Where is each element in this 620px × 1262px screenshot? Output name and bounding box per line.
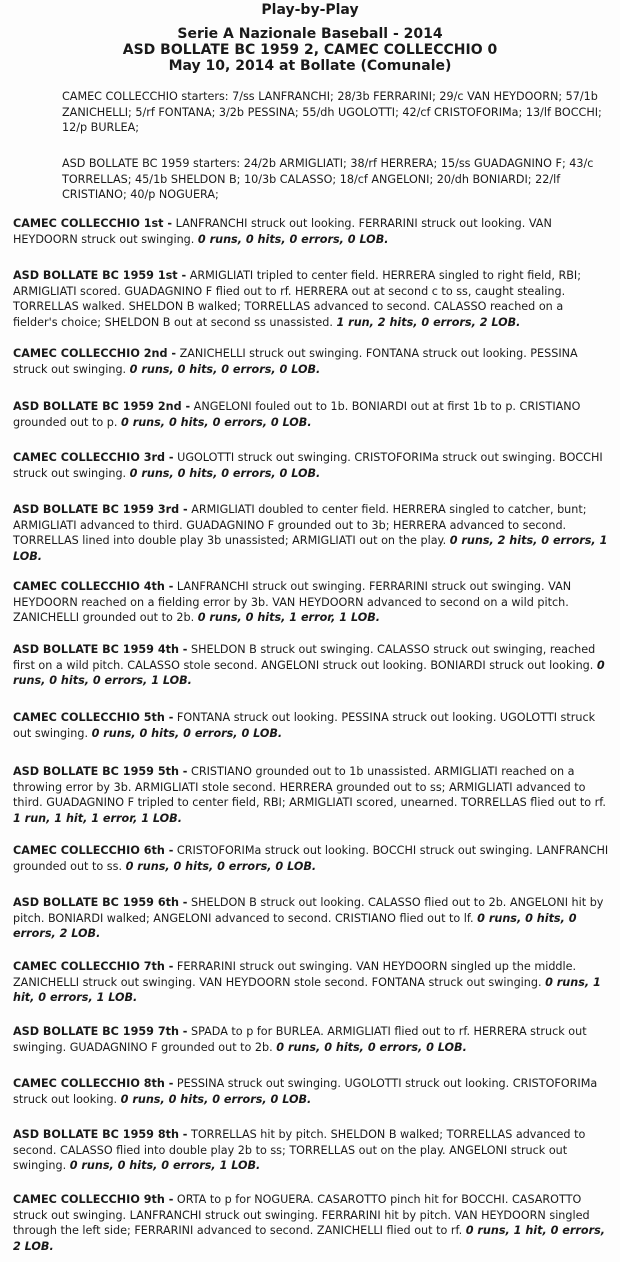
inning-entry (13, 843, 611, 874)
inning-plays: SHELDON B struck out swinging. CALASSO struck out swinging, reached first on a wild pitch. CALASSO stole second. ANGELONI struck out looking. BONIARDI struck out looking. (13, 643, 597, 672)
inning-entry (13, 579, 611, 626)
inning-entry (13, 399, 611, 430)
league-heading: Serie A Nazionale Baseball - 2014 (177, 26, 443, 42)
inning-entry (13, 710, 611, 741)
inning-label: CAMEC COLLECCHIO 8th - (13, 1077, 174, 1090)
inning-label: CAMEC COLLECCHIO 2nd - (13, 347, 177, 360)
inning-entry (13, 450, 611, 481)
inning-summary: 0 runs, 0 hits, 0 errors, 0 LOB. (91, 726, 283, 740)
inning-label: ASD BOLLATE BC 1959 8th - (13, 1128, 188, 1141)
inning-summary: 0 runs, 0 hits, 0 errors, 0 LOB. (276, 1040, 467, 1054)
inning-summary: 1 run, 2 hits, 0 errors, 2 LOB. (336, 315, 521, 329)
matchup-heading: ASD BOLLATE BC 1959 2, CAMEC COLLECCHIO 0 (122, 42, 498, 58)
inning-label: CAMEC COLLECCHIO 6th - (13, 844, 174, 857)
inning-summary: 0 runs, 0 hits, 0 errors, 1 LOB. (13, 658, 605, 687)
inning-label: ASD BOLLATE BC 1959 7th - (13, 1025, 188, 1038)
inning-summary: 0 runs, 0 hits, 0 errors, 1 LOB. (69, 1159, 261, 1172)
inning-summary: 0 runs, 0 hits, 0 errors, 0 LOB. (129, 362, 321, 376)
inning-label: ASD BOLLATE BC 1959 4th - (13, 643, 188, 656)
inning-label: ASD BOLLATE BC 1959 6th - (13, 896, 188, 909)
inning-label: ASD BOLLATE BC 1959 2nd - (13, 400, 191, 413)
inning-entry (13, 1024, 611, 1055)
inning-summary: 0 runs, 0 hits, 0 errors, 0 LOB. (197, 232, 389, 246)
inning-entry (13, 346, 611, 377)
inning-entry (13, 1192, 611, 1254)
inning-summary: 0 runs, 0 hits, 0 errors, 0 LOB. (120, 1092, 312, 1106)
inning-entry (13, 764, 611, 826)
inning-label: CAMEC COLLECCHIO 1st - (13, 217, 173, 230)
starters-collecchio: CAMEC COLLECCHIO starters: 7/ss LANFRANCHI; 28/3b FERRARINI; 29/c VAN HEYDOORN; 57/1b ZANICHELLI; 5/rf FONTANA; 3/2b PESSINA; 55/dh UGOLOTTI; 42/cf CRISTOFORIMa; 13/lf BOCCHI; 12/p BURLEA; (62, 90, 602, 134)
inning-plays: TORRELLAS hit by pitch. SHELDON B walked; TORRELLAS advanced to second. CALASSO flied into double play 2b to ss; TORRELLAS out on the play. ANGELONI struck out swinging. (13, 1128, 586, 1172)
inning-summary: 0 runs, 0 hits, 0 errors, 0 LOB. (129, 466, 321, 480)
inning-plays: SPADA to p for BURLEA. ARMIGLIATI flied out to rf. HERRERA struck out swinging. GUADAGNINO F grounded out to 2b. (13, 1025, 587, 1054)
inning-label: ASD BOLLATE BC 1959 5th - (13, 765, 188, 778)
inning-entry (13, 895, 611, 942)
inning-summary: 0 runs, 1 hit, 0 errors, 2 LOB. (13, 1224, 606, 1253)
inning-entry (13, 959, 611, 1006)
inning-summary: 1 run, 1 hit, 1 error, 1 LOB. (13, 811, 182, 825)
inning-plays: LANFRANCHI struck out looking. FERRARINI struck out looking. VAN HEYDOORN struck out swinging. (13, 217, 552, 246)
inning-label: CAMEC COLLECCHIO 5th - (13, 711, 174, 724)
inning-plays: ARMIGLIATI tripled to center field. HERRERA singled to right field, RBI; ARMIGLIATI scored. GUADAGNINO F flied out to rf. HERRERA out at second c to ss, caught stealing. TORRELLAS walked. SHELDON B walked; TORRELLAS advanced to second. CALASSO reached on a fielder's choice; SHELDON B out at second ss unassisted. (13, 269, 582, 329)
inning-summary: 0 runs, 1 hit, 0 errors, 1 LOB. (13, 975, 601, 1004)
inning-plays: CRISTIANO grounded out to 1b unassisted. ARMIGLIATI reached on a throwing error by 3b. ARMIGLIATI stole second. HERRERA grounded out to ss; ARMIGLIATI advanced to third. GUADAGNINO F tripled to center field, RBI; ARMIGLIATI scored, unearned. TORRELLAS flied out to rf. (13, 765, 606, 809)
inning-plays: ANGELONI fouled out to 1b. BONIARDI out at first 1b to p. CRISTIANO grounded out to p. (13, 400, 581, 429)
inning-summary: 0 runs, 0 hits, 0 errors, 2 LOB. (13, 911, 577, 940)
inning-entry (13, 216, 611, 247)
inning-plays: ARMIGLIATI doubled to center field. HERRERA singled to catcher, bunt; ARMIGLIATI advanced to third. GUADAGNINO F grounded out to 3b; HERRERA advanced to second. TORRELLAS lined into double play 3b unassisted; ARMIGLIATI out on the play. (13, 503, 587, 547)
inning-entry (13, 1127, 611, 1174)
inning-plays: ORTA to p for NOGUERA. CASAROTTO pinch hit for BOCCHI. CASAROTTO struck out swinging. LANFRANCHI struck out swinging. FERRARINI hit by pitch. VAN HEYDOORN singled through the left side; FERRARINI advanced to second. ZANICHELLI flied out to rf. (13, 1193, 590, 1237)
inning-summary: 0 runs, 2 hits, 0 errors, 1 LOB. (13, 534, 608, 563)
inning-label: CAMEC COLLECCHIO 7th - (13, 960, 174, 973)
inning-plays: FONTANA struck out looking. PESSINA struck out looking. UGOLOTTI struck out swinging. (13, 711, 596, 740)
inning-plays: SHELDON B struck out looking. CALASSO flied out to 2b. ANGELONI hit by pitch. BONIARDI walked; ANGELONI advanced to second. CRISTIANO flied out to lf. (13, 896, 604, 925)
inning-summary: 0 runs, 0 hits, 0 errors, 0 LOB. (125, 859, 317, 873)
starters-bollate: ASD BOLLATE BC 1959 starters: 24/2b ARMIGLIATI; 38/rf HERRERA; 15/ss GUADAGNINO F; 43/c TORRELLAS; 45/1b SHELDON B; 10/3b CALASSO; 18/cf ANGELONI; 20/dh BONIARDI; 22/lf CRISTIANO; 40/p NOGUERA; (62, 157, 594, 201)
inning-summary: 0 runs, 0 hits, 0 errors, 0 LOB. (121, 415, 312, 429)
inning-label: ASD BOLLATE BC 1959 3rd - (13, 503, 188, 516)
inning-plays: CRISTOFORIMa struck out looking. BOCCHI struck out swinging. LANFRANCHI grounded out to ss. (13, 844, 609, 873)
inning-label: CAMEC COLLECCHIO 9th - (13, 1193, 174, 1206)
inning-entry (13, 1076, 611, 1107)
inning-plays: UGOLOTTI struck out swinging. CRISTOFORIMa struck out swinging. BOCCHI struck out swinging. (13, 451, 603, 480)
inning-plays: ZANICHELLI struck out swinging. FONTANA struck out looking. PESSINA struck out swinging. (13, 347, 578, 376)
inning-plays: PESSINA struck out swinging. UGOLOTTI struck out looking. CRISTOFORIMa struck out looking. (13, 1077, 598, 1106)
inning-label: ASD BOLLATE BC 1959 1st - (13, 269, 187, 282)
inning-entry (13, 268, 611, 330)
inning-summary: 0 runs, 0 hits, 1 error, 1 LOB. (197, 611, 380, 624)
page-title: Play-by-Play (261, 2, 359, 18)
inning-entry (13, 642, 611, 689)
date-venue-heading: May 10, 2014 at Bollate (Comunale) (168, 58, 452, 74)
inning-label: CAMEC COLLECCHIO 3rd - (13, 451, 174, 464)
inning-plays: FERRARINI struck out swinging. VAN HEYDOORN singled up the middle. ZANICHELLI struck out swinging. VAN HEYDOORN stole second. FONTANA struck out swinging. (13, 960, 577, 989)
inning-plays: LANFRANCHI struck out swinging. FERRARINI struck out swinging. VAN HEYDOORN reached on a fielding error by 3b. VAN HEYDOORN advanced to second on a wild pitch. ZANICHELLI grounded out to 2b. (13, 580, 572, 624)
inning-label: CAMEC COLLECCHIO 4th - (13, 580, 174, 593)
inning-entry (13, 502, 611, 564)
